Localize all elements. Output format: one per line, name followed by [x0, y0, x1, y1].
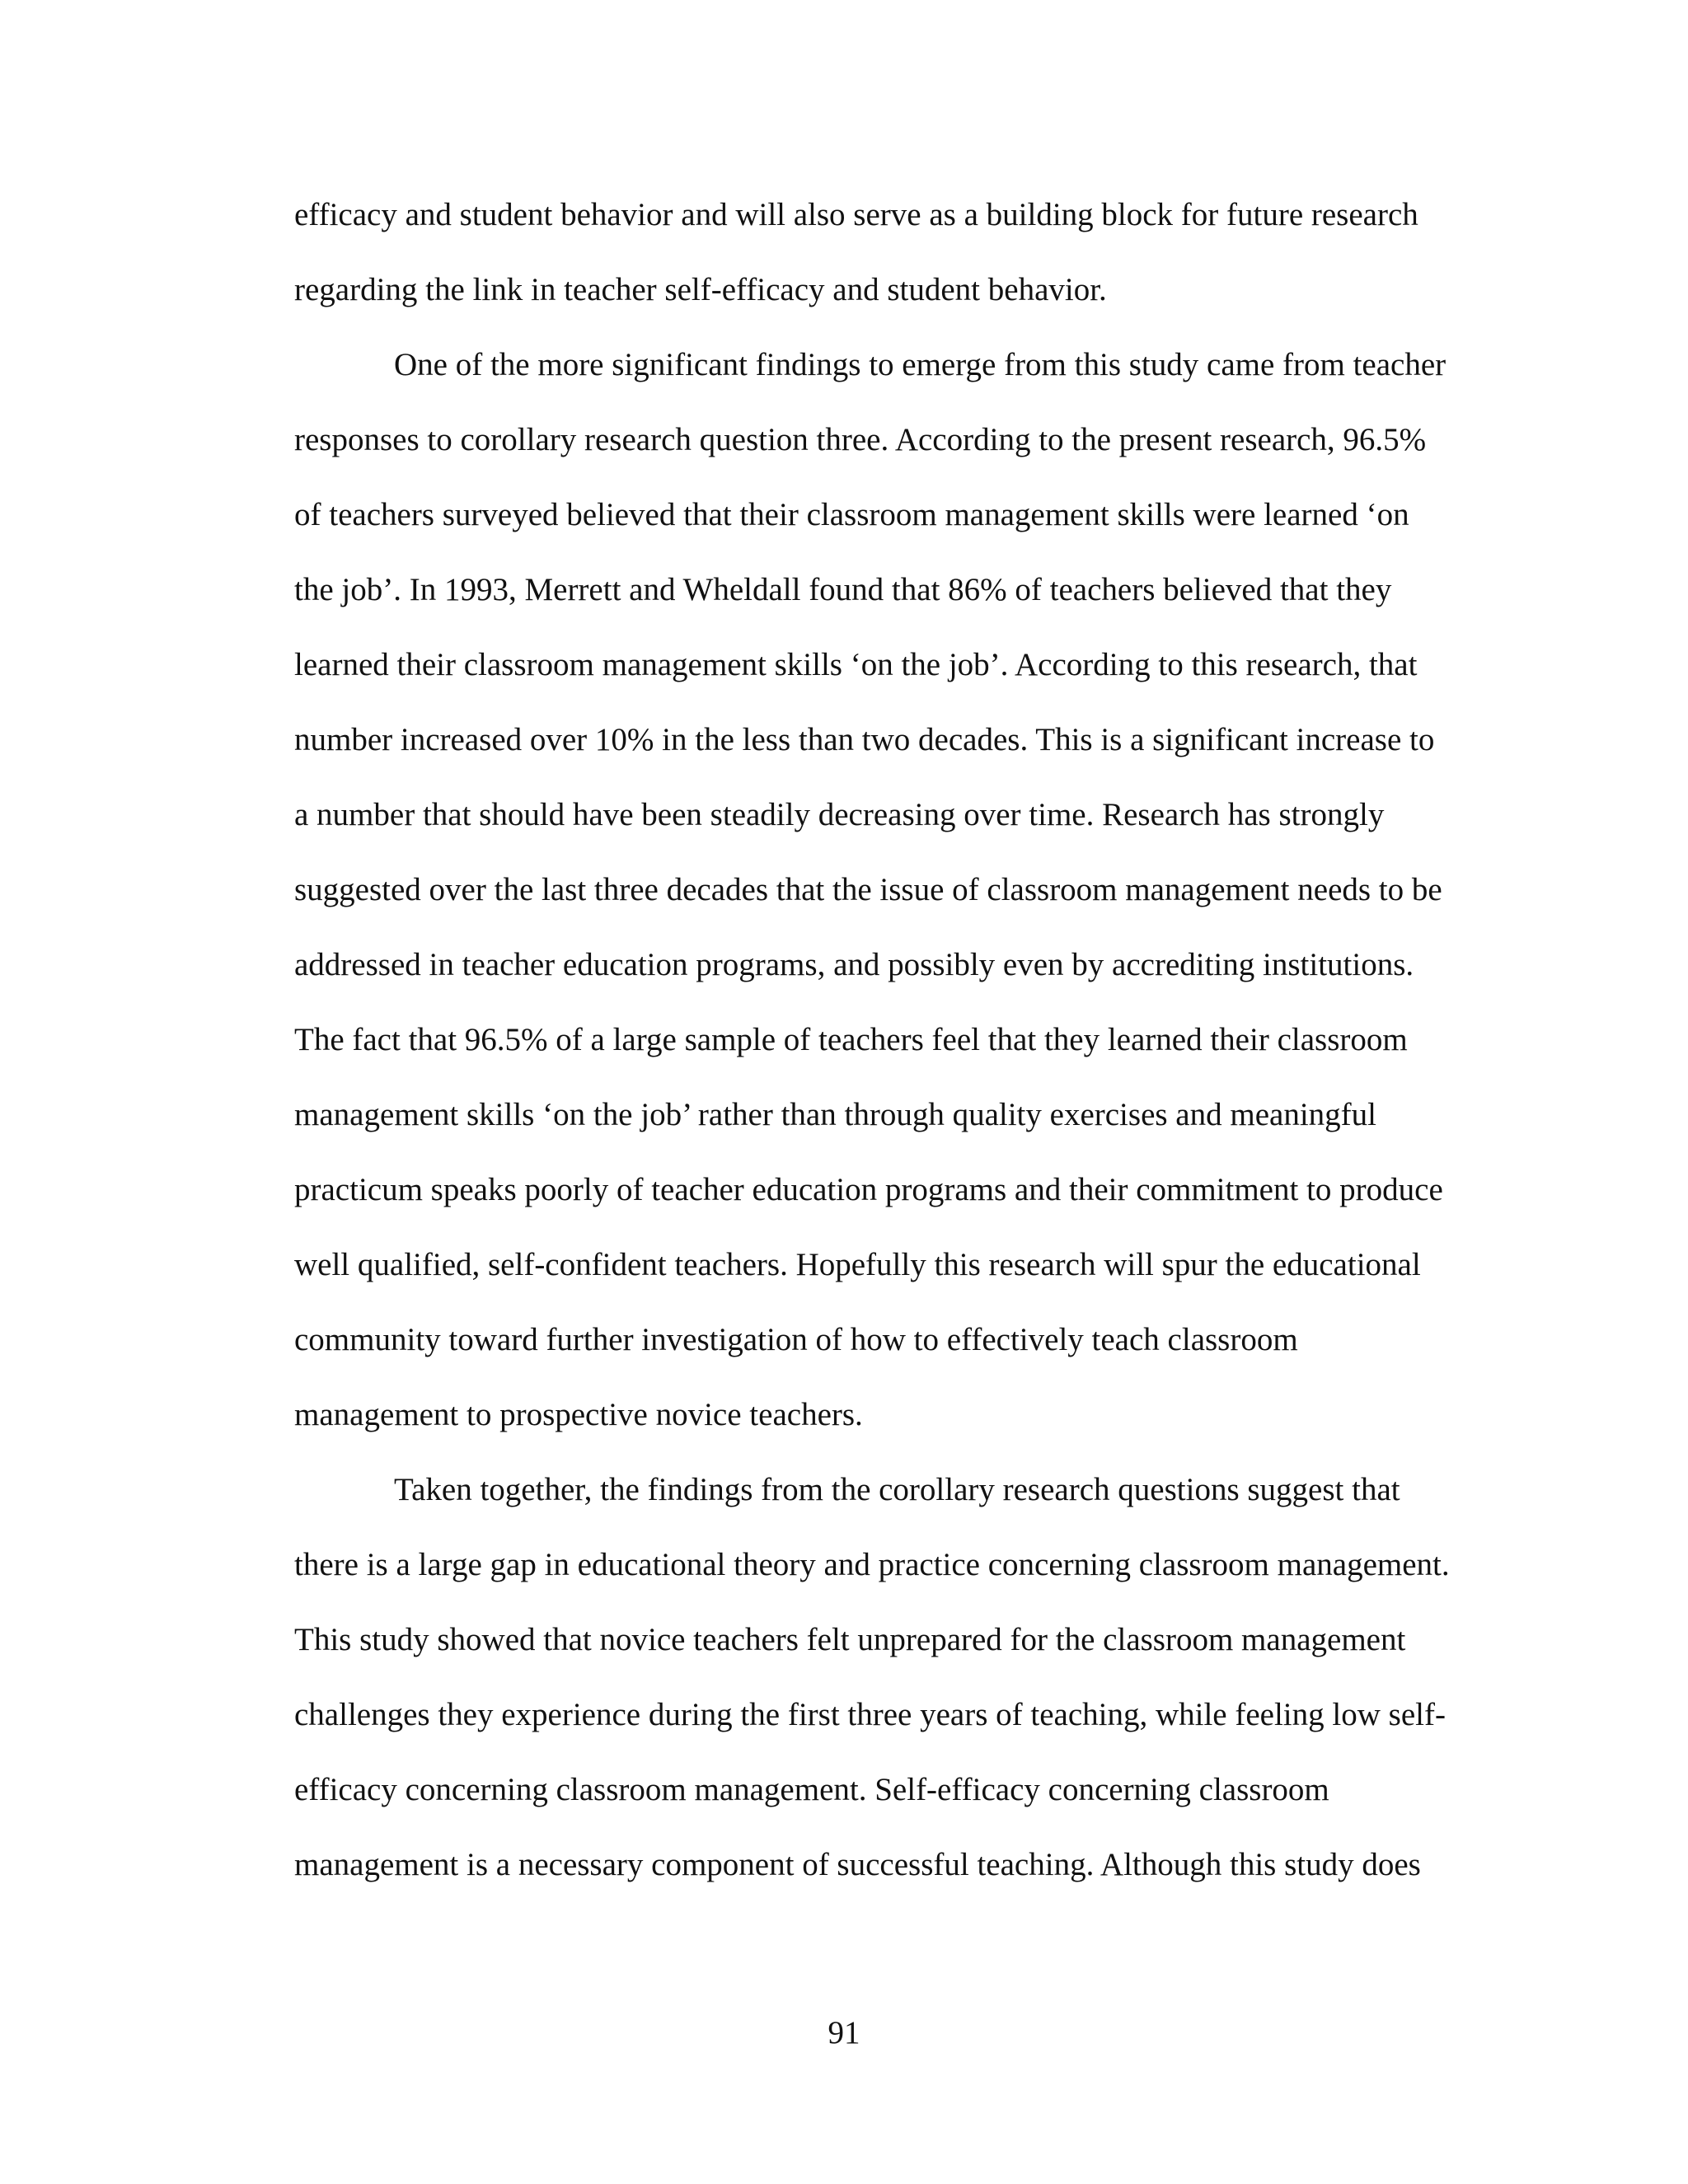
text-line: well qualified, self-confident teachers. Hopefully this research will spur the educational — [294, 1247, 1421, 1282]
text-line: challenges they experience during the first three years of teaching, while feeling low self- — [294, 1697, 1446, 1732]
text-line: of teachers surveyed believed that their classroom management skills were learned ‘on — [294, 497, 1409, 532]
text-line: regarding the link in teacher self-efficacy and student behavior. — [294, 272, 1107, 307]
text-line: The fact that 96.5% of a large sample of teachers feel that they learned their classroom — [294, 1022, 1408, 1057]
text-line: number increased over 10% in the less than two decades. This is a significant increase to — [294, 722, 1435, 757]
text-line: practicum speaks poorly of teacher education programs and their commitment to produce — [294, 1172, 1443, 1207]
text-line: management is a necessary component of successful teaching. Although this study does — [294, 1847, 1421, 1882]
text-line: Taken together, the findings from the corollary research questions suggest that — [394, 1472, 1400, 1507]
text-line: management skills ‘on the job’ rather than through quality exercises and meaningful — [294, 1097, 1376, 1132]
text-line: responses to corollary research question three. According to the present research, 96.5% — [294, 422, 1427, 457]
text-line: One of the more significant findings to emerge from this study came from teacher — [394, 347, 1447, 382]
text-line: addressed in teacher education programs, and possibly even by accrediting institutions. — [294, 947, 1414, 982]
text-line: This study showed that novice teachers felt unprepared for the classroom management — [294, 1622, 1406, 1657]
text-line: suggested over the last three decades that the issue of classroom management needs to be — [294, 872, 1442, 907]
text-line: there is a large gap in educational theory and practice concerning classroom management. — [294, 1547, 1450, 1582]
text-line: efficacy and student behavior and will also serve as a building block for future research — [294, 197, 1418, 232]
body-text — [294, 185, 1469, 1910]
text-line: management to prospective novice teachers. — [294, 1397, 863, 1432]
text-line: the job’. In 1993, Merrett and Wheldall found that 86% of teachers believed that they — [294, 572, 1392, 607]
text-line: learned their classroom management skills ‘on the job’. According to this research, that — [294, 647, 1418, 682]
text-line: efficacy concerning classroom management. Self-efficacy concerning classroom — [294, 1772, 1329, 1807]
page-number: 91 — [828, 2015, 860, 2050]
text-line: community toward further investigation of how to effectively teach classroom — [294, 1322, 1298, 1357]
text-line: a number that should have been steadily decreasing over time. Research has strongly — [294, 797, 1385, 832]
